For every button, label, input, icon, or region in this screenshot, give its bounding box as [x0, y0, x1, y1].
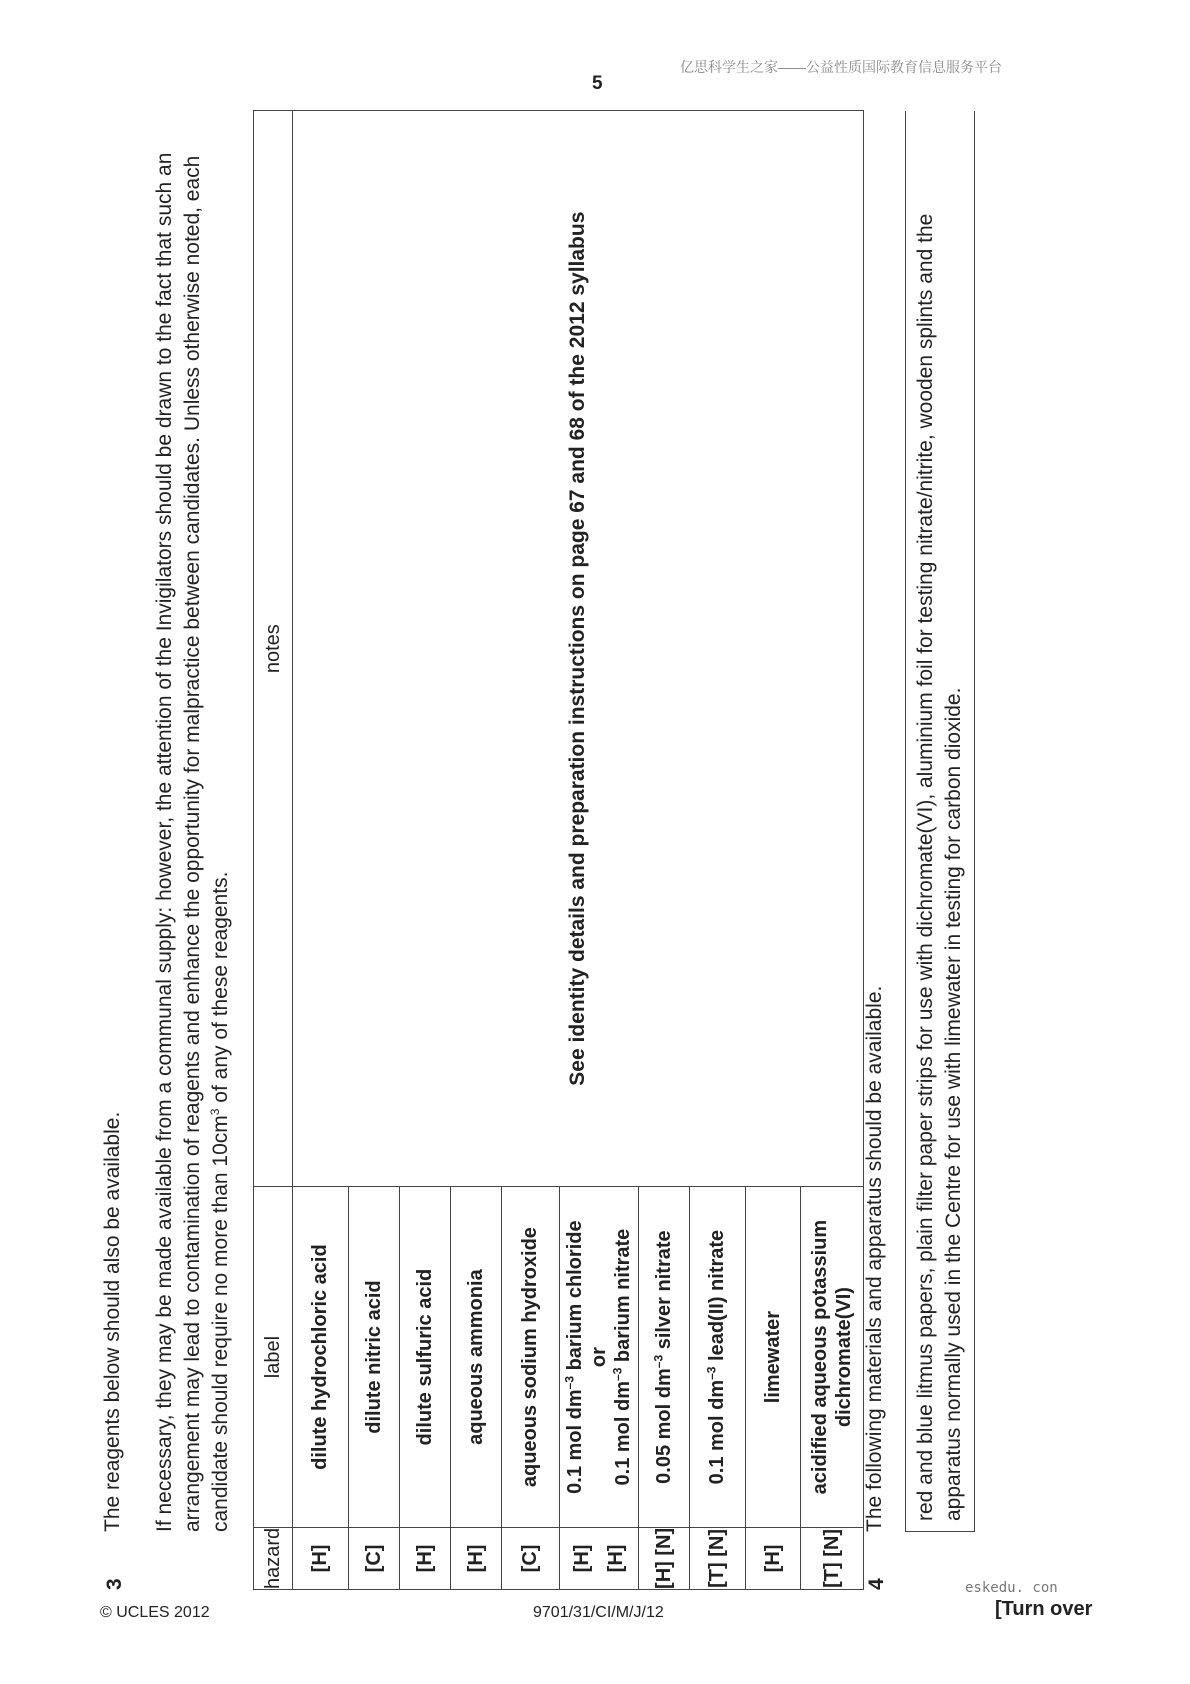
header-label: label	[254, 1187, 293, 1528]
hazard-cell: [T] [N]	[801, 1527, 864, 1589]
table-row	[293, 111, 349, 1590]
reagent-name: silver nitrate	[652, 1230, 675, 1355]
question-3-number: 3	[103, 1578, 126, 1590]
hazard-line: [H]	[605, 1544, 627, 1573]
hazard-line: [H]	[571, 1544, 593, 1573]
reagents-table	[253, 110, 864, 1590]
turn-over: [Turn over	[995, 1598, 1093, 1620]
barium-nitrate-label	[611, 1187, 635, 1527]
exponent: –3	[704, 1366, 719, 1380]
reagent-name: lead(II) nitrate	[706, 1229, 728, 1367]
hazard-cell: [C]	[502, 1527, 560, 1589]
label-cell: aqueous sodium hydroxide	[502, 1187, 560, 1528]
paragraph-text: If necessary, they may be made available from a communal supply: however, the attention of the Invigilators should be drawn to the fact that such an arrangement may lead to contamination of reagents and enhance the opportunity for malpractice between candidates. Unless otherwise noted, each candidate should require no more than 10	[153, 152, 232, 1532]
concentration: 0.1 mol dm	[564, 1389, 586, 1494]
site-text: eskedu. con	[965, 1580, 1058, 1596]
hazard-cell: [H]	[293, 1527, 349, 1589]
label-cell	[560, 1187, 639, 1528]
or-label: or	[588, 1347, 610, 1368]
unit-cm: cm	[209, 1115, 232, 1144]
label-cell: limewater	[746, 1187, 801, 1528]
label-cell: aqueous ammonia	[451, 1187, 502, 1528]
exponent: –3	[650, 1354, 665, 1369]
question-4-box: red and blue litmus papers, plain filter paper strips for use with dichromate(VI), aluminium foil for testing nitrate/nitrite, wooden splints and the apparatus normally used in the Centre for use with limewater in testing for carbon dioxide.	[905, 111, 975, 1532]
hazard-cell: [H]	[746, 1527, 801, 1589]
notes-cell: See identity details and preparation instructions on page 67 and 68 of the 2012 syllabus	[293, 111, 864, 1187]
label-line: dichromate(VI)	[833, 1287, 855, 1428]
header-notes: notes	[254, 111, 293, 1187]
concentration: 0.1 mol dm	[706, 1379, 728, 1485]
concentration: 0.05 mol dm	[652, 1368, 675, 1484]
label-cell	[801, 1187, 864, 1528]
rotated-content	[85, 120, 1075, 1590]
reagent-name: barium chloride	[564, 1220, 586, 1376]
hazard-cell: [H] [N]	[639, 1527, 690, 1589]
label-cell	[639, 1187, 690, 1528]
reagent-name: barium nitrate	[612, 1228, 634, 1368]
concentration: 0.1 mol dm	[612, 1380, 634, 1486]
label-cell: dilute sulfuric acid	[400, 1187, 451, 1528]
hazard-cell	[560, 1527, 639, 1589]
unit-superscript: 3	[208, 1108, 222, 1116]
question-3-intro: The reagents below should also be available.	[101, 1111, 124, 1532]
barium-chloride-label	[563, 1187, 587, 1527]
paragraph-end: of any of these reagents.	[209, 871, 232, 1109]
label-line: acidified aqueous potassium	[809, 1219, 831, 1495]
watermark-text: 亿思科学生之家——公益性质国际教育信息服务平台	[680, 59, 1002, 75]
header-hazard: hazard	[254, 1527, 293, 1589]
paper-code: 9701/31/CI/M/J/12	[533, 1604, 664, 1621]
hazard-cell: [C]	[349, 1527, 400, 1589]
page-number: 5	[592, 73, 603, 94]
label-cell: dilute nitric acid	[349, 1187, 400, 1528]
exponent: –3	[562, 1375, 577, 1390]
question-4-number: 4	[865, 1578, 888, 1590]
question-4-intro: The following materials and apparatus should be available.	[863, 985, 886, 1532]
copyright: © UCLES 2012	[100, 1604, 210, 1621]
hazard-cell: [H]	[400, 1527, 451, 1589]
label-cell	[690, 1187, 746, 1528]
hazard-cell: [H]	[451, 1527, 502, 1589]
hazard-cell: [T] [N]	[690, 1527, 746, 1589]
table-header-row	[254, 111, 293, 1590]
question-3-paragraph	[151, 132, 235, 1532]
exponent: –3	[610, 1367, 625, 1381]
label-cell: dilute hydrochloric acid	[293, 1187, 349, 1528]
